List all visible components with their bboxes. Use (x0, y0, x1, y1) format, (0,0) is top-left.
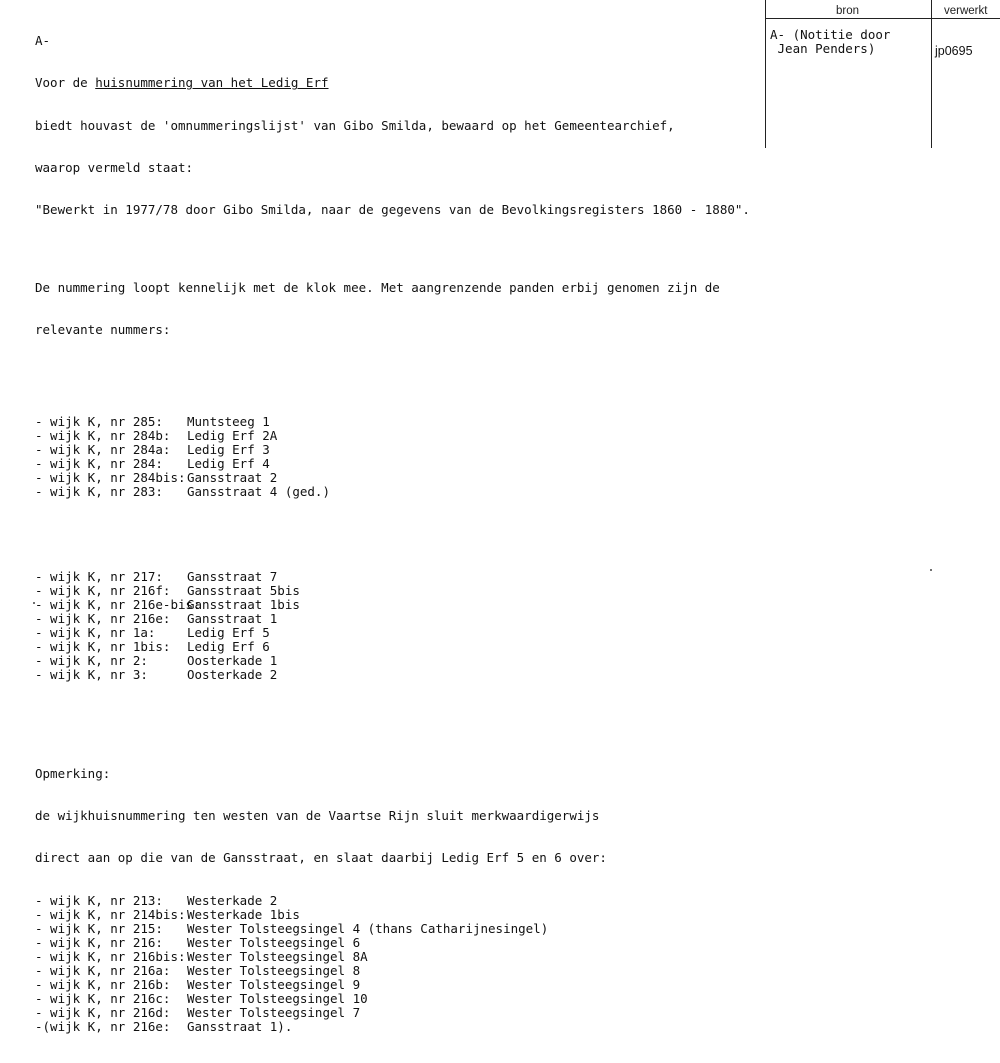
item-value: Wester Tolsteegsingel 8A (187, 949, 368, 964)
item-key: - wijk K, nr 216d: (35, 1005, 171, 1021)
stray-mark (930, 569, 932, 571)
intro-subject: huisnummering van het Ledig Erf (95, 75, 329, 91)
bron-line-1: A- (Notitie door (770, 27, 891, 42)
list-item (35, 612, 755, 626)
item-value: Westerkade 2 (187, 892, 278, 908)
list-item (35, 992, 755, 1006)
list-item (35, 1020, 755, 1034)
list-item (35, 471, 755, 485)
item-key: - wijk K, nr 3: (35, 667, 148, 683)
item-key: - wijk K, nr 216b: (35, 977, 171, 993)
item-key: - wijk K, nr 2: (35, 653, 148, 669)
item-value: Wester Tolsteegsingel 9 (187, 977, 361, 993)
stray-mark (33, 602, 35, 604)
intro-line (35, 76, 755, 90)
item-value: Wester Tolsteegsingel 4 (thans Catharijnesingel) (187, 920, 549, 936)
list-item (35, 598, 755, 612)
list-item (35, 950, 755, 964)
remark-line-2: direct aan op die van de Gansstraat, en slaat daarbij Ledig Erf 5 en 6 over: (35, 850, 607, 866)
item-value: Oosterkade 1 (187, 653, 278, 669)
item-key: - wijk K, nr 213: (35, 892, 163, 908)
list-item (35, 936, 755, 950)
item-key: - wijk K, nr 216bis: (35, 949, 186, 964)
list-item (35, 443, 755, 457)
item-key: - wijk K, nr 285: (35, 413, 163, 429)
item-value: Ledig Erf 2A (187, 427, 278, 443)
item-value: Gansstraat 1bis (187, 596, 300, 612)
item-key: - wijk K, nr 216e-bis: (35, 596, 201, 612)
item-key: - wijk K, nr 1a: (35, 624, 156, 640)
intro-quote: "Bewerkt in 1977/78 door Gibo Smilda, naar de gegevens van de Bevolkingsregisters 1860 - 1880". (35, 202, 750, 218)
item-key: - wijk K, nr 284b: (35, 427, 171, 443)
item-key: - wijk K, nr 215: (35, 920, 163, 936)
bron-line-2: Jean Penders) (770, 41, 876, 57)
item-key: -(wijk K, nr 216e: (35, 1019, 171, 1035)
item-value: Ledig Erf 3 (187, 441, 270, 457)
list-item (35, 415, 755, 429)
item-value: Muntsteeg 1 (187, 413, 270, 429)
item-value: Oosterkade 2 (187, 667, 278, 683)
list-item (35, 457, 755, 471)
item-value: Gansstraat 1). (187, 1019, 293, 1035)
item-value: Gansstraat 2 (187, 470, 278, 485)
item-value: Wester Tolsteegsingel 6 (187, 934, 361, 950)
item-key: - wijk K, nr 283: (35, 484, 163, 500)
list-item (35, 570, 755, 584)
item-key: - wijk K, nr 216: (35, 934, 163, 950)
item-key: - wijk K, nr 216c: (35, 991, 171, 1007)
remark-title: Opmerking: (35, 765, 111, 781)
item-key: - wijk K, nr 284bis: (35, 470, 186, 485)
item-value: Ledig Erf 6 (187, 639, 270, 655)
list-item (35, 964, 755, 978)
item-key: - wijk K, nr 216a: (35, 963, 171, 979)
list-item (35, 485, 755, 499)
table-border-middle (931, 0, 932, 148)
list-item (35, 640, 755, 654)
intro-line-2: biedt houvast de 'omnummeringslijst' van Gibo Smilda, bewaard op het Gemeentearchief, (35, 117, 675, 133)
list-item (35, 668, 755, 682)
bron-cell (770, 28, 890, 56)
item-value: Gansstraat 4 (ged.) (187, 484, 330, 500)
item-value: Gansstraat 7 (187, 568, 278, 584)
item-value: Ledig Erf 5 (187, 624, 270, 640)
item-value: Gansstraat 1 (187, 610, 278, 626)
column-header-bron: bron (836, 5, 860, 17)
item-key: - wijk K, nr 216e: (35, 610, 171, 626)
column-header-verwerkt: verwerkt (944, 5, 988, 17)
item-key: - wijk K, nr 284a: (35, 441, 171, 457)
item-key: - wijk K, nr 216f: (35, 582, 171, 598)
intro-line-3: waarop vermeld staat: (35, 160, 194, 176)
table-border-left (765, 0, 766, 148)
explanation-line-1: De nummering loopt kennelijk met de klok mee. Met aangrenzende panden erbij genomen zijn de (35, 279, 720, 295)
list-item (35, 908, 755, 922)
item-value: Westerkade 1bis (187, 906, 300, 922)
remark-line-1: de wijkhuisnummering ten westen van de Vaartse Rijn sluit merkwaardigerwijs (35, 808, 600, 824)
explanation-line-2: relevante nummers: (35, 322, 171, 338)
number-list-3 (35, 894, 755, 1035)
list-item (35, 626, 755, 640)
item-key: - wijk K, nr 214bis: (35, 906, 186, 922)
list-item (35, 978, 755, 992)
main-text (35, 6, 755, 1063)
item-value: Wester Tolsteegsingel 10 (187, 991, 368, 1007)
list-item (35, 922, 755, 936)
number-list-2 (35, 570, 755, 683)
table-header-rule (765, 18, 1000, 19)
item-value: Wester Tolsteegsingel 7 (187, 1005, 361, 1021)
intro-prefix: Voor de (35, 75, 96, 91)
section-marker: A- (35, 33, 51, 49)
item-key: - wijk K, nr 217: (35, 568, 163, 584)
list-item (35, 654, 755, 668)
item-key: - wijk K, nr 284: (35, 455, 163, 471)
item-value: Wester Tolsteegsingel 8 (187, 963, 361, 979)
verwerkt-cell: jp0695 (935, 44, 973, 58)
list-item (35, 894, 755, 908)
item-value: Gansstraat 5bis (187, 582, 300, 598)
item-key: - wijk K, nr 1bis: (35, 639, 171, 655)
list-item (35, 1006, 755, 1020)
list-item (35, 584, 755, 598)
number-list-1 (35, 415, 755, 500)
list-item (35, 429, 755, 443)
item-value: Ledig Erf 4 (187, 455, 270, 471)
